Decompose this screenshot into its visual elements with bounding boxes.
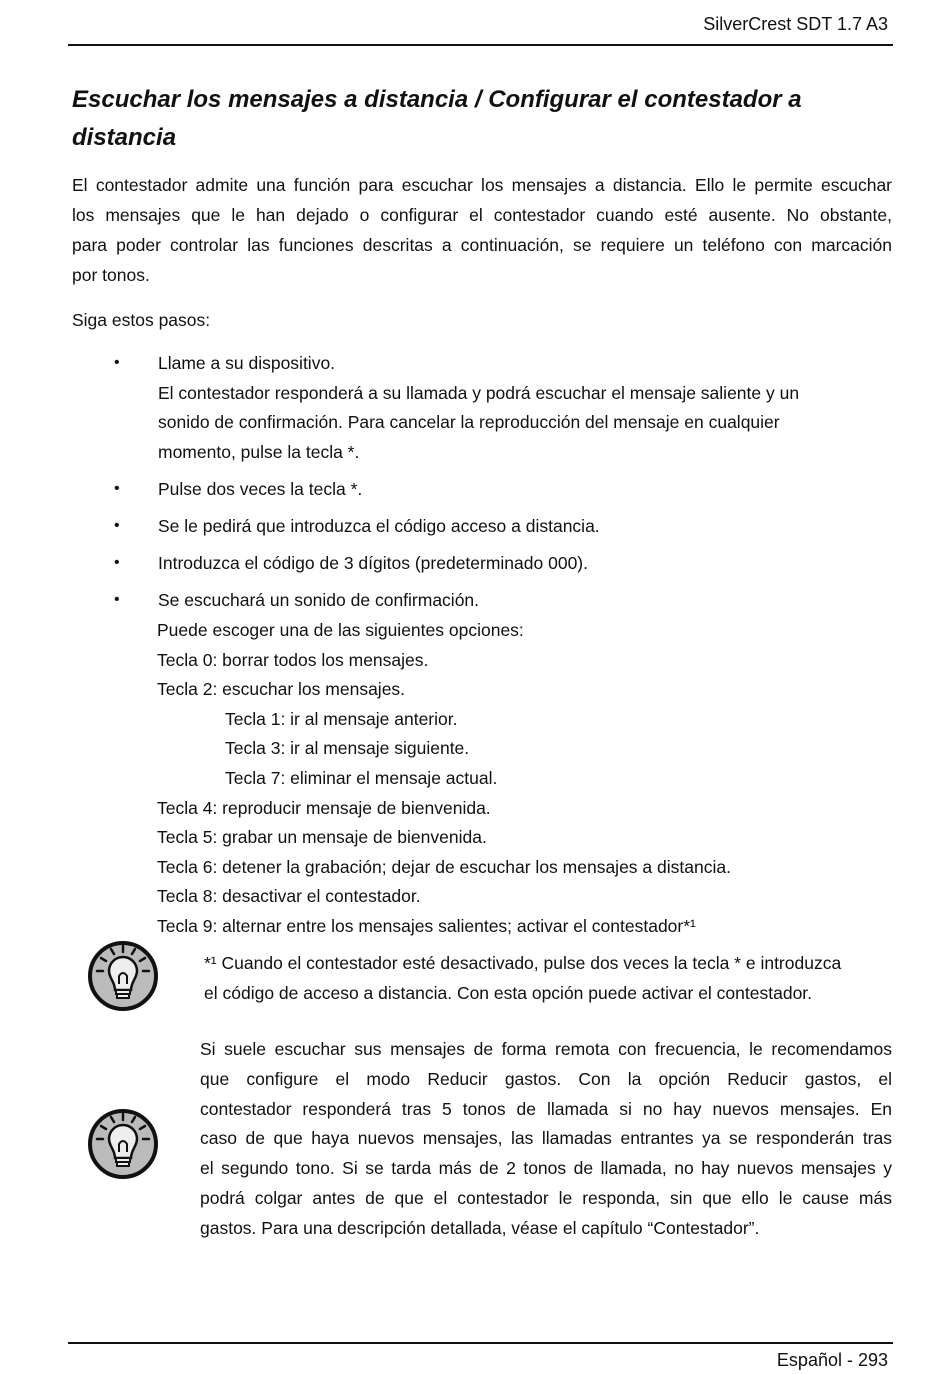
bullet-marker: • [114, 517, 120, 534]
bullet-marker: • [114, 591, 120, 608]
key-option: Tecla 6: detener la grabación; dejar de escuchar los mensajes a distancia. [157, 856, 731, 877]
bullet-text: Se le pedirá que introduzca el código acceso a distancia. [158, 516, 600, 536]
header-product: SilverCrest SDT 1.7 A3 [703, 14, 888, 34]
title-line: distancia [72, 124, 177, 151]
intro-line: los mensajes que le han dejado o configurar el contestador cuando esté ausente. No obstante, [72, 205, 892, 225]
bullet-text: Se escuchará un sonido de confirmación. [158, 590, 480, 610]
bullet-text: Pulse dos veces la tecla *. [158, 479, 363, 499]
bullet-text: El contestador responderá a su llamada y podrá escuchar el mensaje saliente y un [158, 382, 800, 403]
tip-text: Si suele escuchar sus mensajes de forma remota con frecuencia, le recomendamos [200, 1039, 892, 1059]
key-option: Tecla 4: reproducir mensaje de bienvenida. [157, 797, 491, 818]
key-option: Tecla 2: escuchar los mensajes. [157, 679, 406, 700]
key-option: Tecla 0: borrar todos los mensajes. [157, 649, 429, 670]
bullet-text: momento, pulse la tecla *. [158, 442, 360, 463]
bullet-text: sonido de confirmación. Para cancelar la reproducción del mensaje en cualquier [158, 412, 780, 433]
tip-text: que configure el modo Reducir gastos. Con la opción Reducir gastos, el [200, 1068, 892, 1089]
intro-line: para poder controlar las funciones descritas a continuación, se requiere un teléfono con marcación [72, 235, 892, 255]
sub-option: Tecla 7: eliminar el mensaje actual. [225, 768, 498, 788]
bullet-marker: • [114, 554, 120, 571]
bullet-text: Introduzca el código de 3 dígitos (predeterminado 000). [158, 553, 588, 573]
note-footnote: el código de acceso a distancia. Con esta opción puede activar el contestador. [204, 983, 813, 1003]
sub-option: Tecla 1: ir al mensaje anterior. [225, 708, 458, 729]
tip-text: contestador responderá tras 5 tonos de llamada si no hay nuevos mensajes. En [200, 1098, 892, 1119]
bullet-text: Llame a su dispositivo. [158, 353, 336, 373]
key-option: Puede escoger una de las siguientes opciones: [157, 620, 524, 640]
key-option: Tecla 5: grabar un mensaje de bienvenida. [157, 827, 487, 848]
tip-text: el segundo tono. Si se tarda más de 2 tonos de llamada, no hay nuevos mensajes y [200, 1158, 892, 1179]
key-option: Tecla 8: desactivar el contestador. [157, 886, 421, 907]
tip-text: gastos. Para una descripción detallada, véase el capítulo “Contestador”. [200, 1217, 760, 1238]
intro-line: El contestador admite una función para escuchar los mensajes a distancia. Ello le permite escuchar [72, 175, 892, 195]
lightbulb-tip-icon [87, 1108, 159, 1180]
bullet-marker: • [114, 354, 120, 371]
note-footnote: *¹ Cuando el contestador esté desactivado, pulse dos veces la tecla * e introduzca [204, 953, 842, 973]
lightbulb-tip-icon [87, 940, 159, 1012]
header-rule [68, 44, 893, 46]
footer-rule [68, 1342, 893, 1344]
title-line: Escuchar los mensajes a distancia / Configurar el contestador a [72, 86, 802, 113]
tip-text: caso de que haya nuevos mensajes, las llamadas entrantes ya se responderán tras [200, 1128, 892, 1149]
sub-option: Tecla 3: ir al mensaje siguiente. [225, 738, 470, 759]
steps-label: Siga estos pasos: [72, 310, 211, 330]
key-option: Tecla 9: alternar entre los mensajes salientes; activar el contestador*¹ [157, 916, 696, 936]
tip-text: podrá colgar antes de que el contestador le responda, sin que ello le cause más [200, 1188, 892, 1208]
footer-page-number: Español - 293 [776, 1350, 888, 1370]
intro-line: por tonos. [72, 265, 150, 285]
bullet-marker: • [114, 480, 120, 497]
section-title [72, 81, 912, 157]
